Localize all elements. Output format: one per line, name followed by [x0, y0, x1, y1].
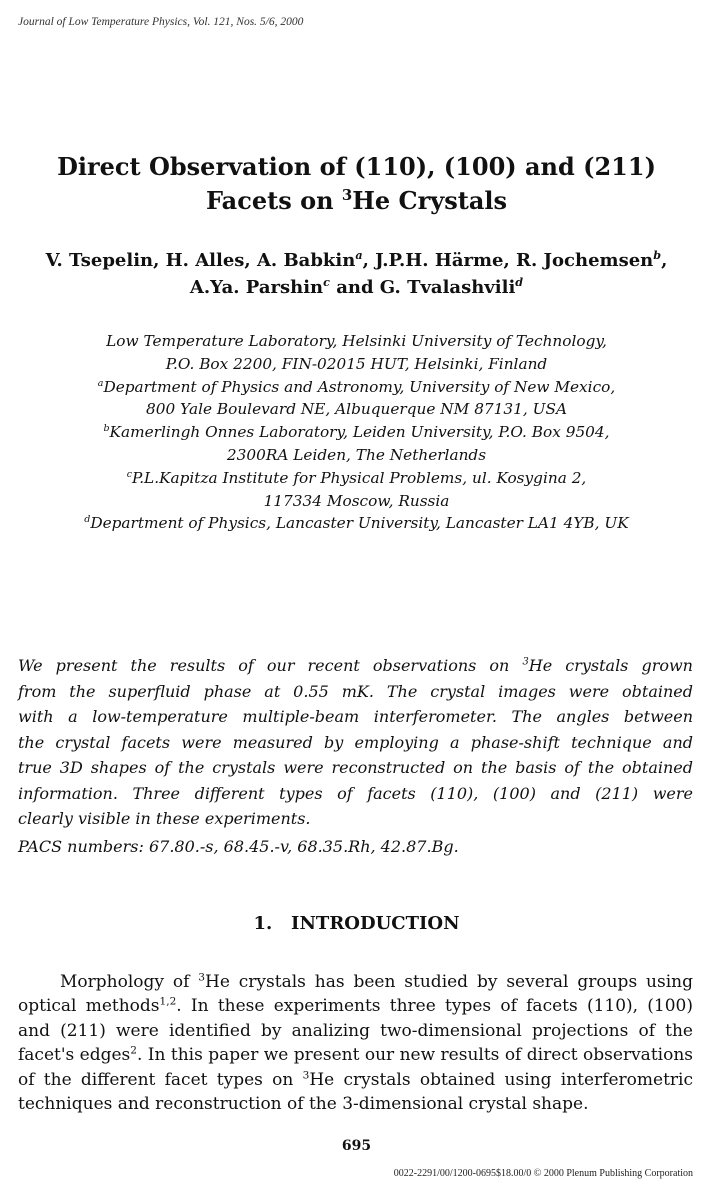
abstract-line: the crystal facets were measured by employing a phase-shift technique and — [18, 732, 693, 752]
intro-line — [18, 970, 693, 994]
affiliation-text: Low Temperature Laboratory, Helsinki University of Technology, — [106, 332, 607, 350]
section-title: INTRODUCTION — [291, 913, 460, 934]
pacs-numbers: PACS numbers: 67.80.-s, 68.45.-v, 68.35.Rh, 42.87.Bg. — [18, 837, 459, 856]
affiliation-text: 117334 Moscow, Russia — [263, 491, 450, 510]
intro-line: and (211) were identified by analizing two-dimensional projections of the — [18, 1020, 693, 1041]
abstract-line — [18, 653, 693, 679]
abstract-text: We present the results of our recent observations on — [18, 656, 523, 675]
intro-text: Morphology of — [60, 972, 199, 992]
author-names: and G. Tvalashvili — [329, 277, 516, 298]
author-names: V. Tsepelin, H. Alles, A. Babkin — [45, 250, 356, 271]
intro-text: facet's edges — [18, 1045, 131, 1066]
intro-line: techniques and reconstruction of the 3-dimensional crystal shape. — [18, 1094, 589, 1115]
intro-superscript: 3 — [198, 971, 205, 984]
title-superscript: 3 — [341, 186, 353, 204]
abstract-line: information. Three different types of facets (110), (100) and (211) were — [18, 783, 693, 803]
affiliation-text: P.L.Kapitza Institute for Physical Problems, ul. Kosygina 2, — [132, 468, 587, 487]
abstract-text: He crystals grown — [528, 656, 693, 675]
affiliation-mark: b — [103, 423, 110, 435]
intro-text: of the different facet types on — [18, 1069, 303, 1090]
author-affil-mark: a — [355, 249, 363, 262]
abstract — [18, 653, 693, 832]
intro-text: optical methods — [18, 996, 160, 1017]
affiliation-text: 800 Yale Boulevard NE, Albuquerque NM 87131, USA — [145, 400, 567, 419]
author-affil-mark: d — [515, 276, 524, 289]
citation-marker: 1,2 — [159, 995, 177, 1008]
abstract-line: true 3D shapes of the crystals were reconstructed on the basis of the obtained — [18, 758, 693, 777]
affiliation-line — [0, 421, 713, 444]
affiliation-line — [0, 353, 713, 376]
author-line-1 — [0, 247, 713, 274]
title-text: Facets on — [205, 186, 342, 215]
affiliation-line — [0, 398, 713, 421]
abstract-line: with a low-temperature multiple-beam interferometer. The angles between — [18, 707, 693, 726]
abstract-line: from the superfluid phase at 0.55 mK. The crystal images were obtained — [18, 681, 693, 701]
affiliation-mark: a — [97, 377, 104, 389]
affiliation-line — [0, 330, 713, 353]
affiliation-line — [0, 467, 713, 490]
title-line-2 — [0, 184, 713, 218]
intro-line — [18, 1068, 693, 1092]
intro-text: He crystals has been studied by several groups using — [205, 972, 693, 992]
author-line-2 — [0, 274, 713, 301]
intro-line — [18, 1043, 693, 1067]
author-names: A.Ya. Parshin — [189, 277, 324, 298]
affiliation-mark: c — [126, 468, 132, 480]
affiliation-text: Department of Physics, Lancaster University, Lancaster LA1 4YB, UK — [90, 514, 629, 533]
author-names: , J.P.H. Härme, R. Jochemsen — [362, 250, 654, 271]
citation-marker: 2 — [130, 1044, 137, 1057]
author-list — [0, 247, 713, 301]
intro-text: . In these experiments three types of facets (110), (100) — [176, 996, 694, 1017]
intro-line — [18, 994, 693, 1018]
author-affil-mark: c — [323, 276, 330, 289]
affiliation-text: Kamerlingh Onnes Laboratory, Leiden University, P.O. Box 9504, — [109, 423, 610, 442]
introduction-paragraph — [18, 970, 693, 1116]
section-number: 1. — [253, 913, 273, 934]
intro-text: He crystals obtained using interferometric — [309, 1069, 693, 1090]
intro-text: . In this paper we present our new results of direct observations — [136, 1045, 693, 1066]
paper-title — [0, 150, 713, 218]
affiliation-mark: d — [84, 514, 91, 526]
author-names: , — [661, 250, 668, 271]
title-line-1: Direct Observation of (110), (100) and (211) — [57, 152, 656, 181]
journal-header: Journal of Low Temperature Physics, Vol. 121, Nos. 5/6, 2000 — [18, 16, 304, 28]
intro-superscript: 3 — [302, 1068, 310, 1081]
page-number: 695 — [341, 1138, 372, 1154]
affiliation-line — [0, 444, 713, 467]
affiliation-text: P.O. Box 2200, FIN-02015 HUT, Helsinki, Finland — [165, 354, 548, 373]
affiliation-line — [0, 512, 713, 535]
abstract-line: clearly visible in these experiments. — [18, 809, 311, 828]
section-heading — [0, 913, 713, 934]
author-affil-mark: b — [653, 249, 662, 262]
affiliation-line — [0, 490, 713, 513]
affiliation-text: 2300RA Leiden, The Netherlands — [226, 445, 487, 464]
abstract-superscript: 3 — [522, 656, 529, 668]
copyright-notice: 0022-2291/00/1200-0695$18.00/0 © 2000 Plenum Publishing Corporation — [393, 1168, 693, 1179]
affiliations — [0, 330, 713, 535]
affiliation-text: Department of Physics and Astronomy, University of New Mexico, — [103, 377, 616, 396]
title-text: He Crystals — [352, 186, 508, 215]
affiliation-line — [0, 376, 713, 399]
